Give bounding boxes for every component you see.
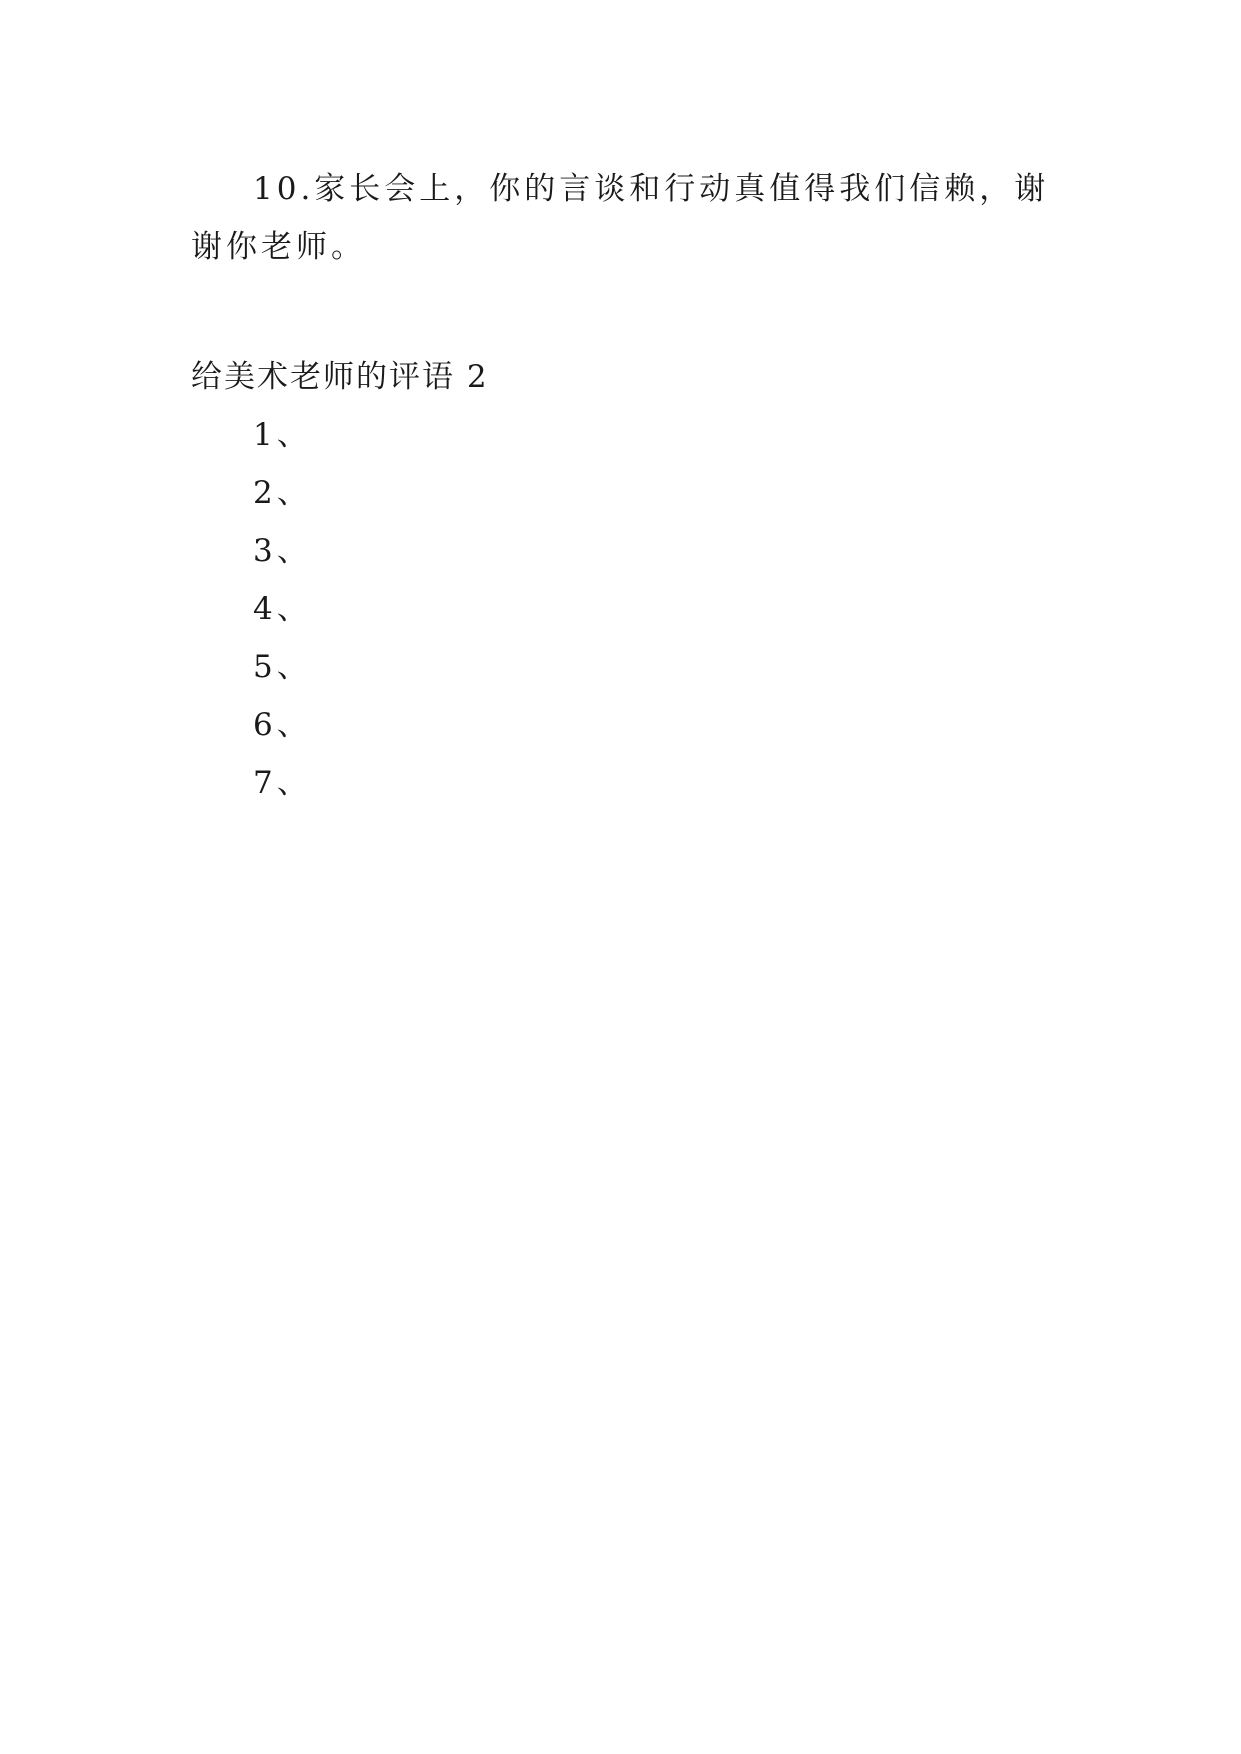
intro-paragraph: 10.家长会上，你的言谈和行动真值得我们信赖，谢谢你老师。: [191, 171, 1050, 265]
list-item: 3、: [253, 533, 312, 569]
list-item: 4、: [253, 591, 312, 627]
list-item: 1、: [253, 417, 312, 453]
section-title: 给美术老师的评语 2: [191, 359, 489, 395]
list-item: 6、: [253, 707, 312, 743]
document-body: [191, 160, 1051, 812]
list-item: 7、: [253, 765, 312, 801]
list-item: 5、: [253, 649, 312, 685]
list-item: 2、: [253, 475, 312, 511]
